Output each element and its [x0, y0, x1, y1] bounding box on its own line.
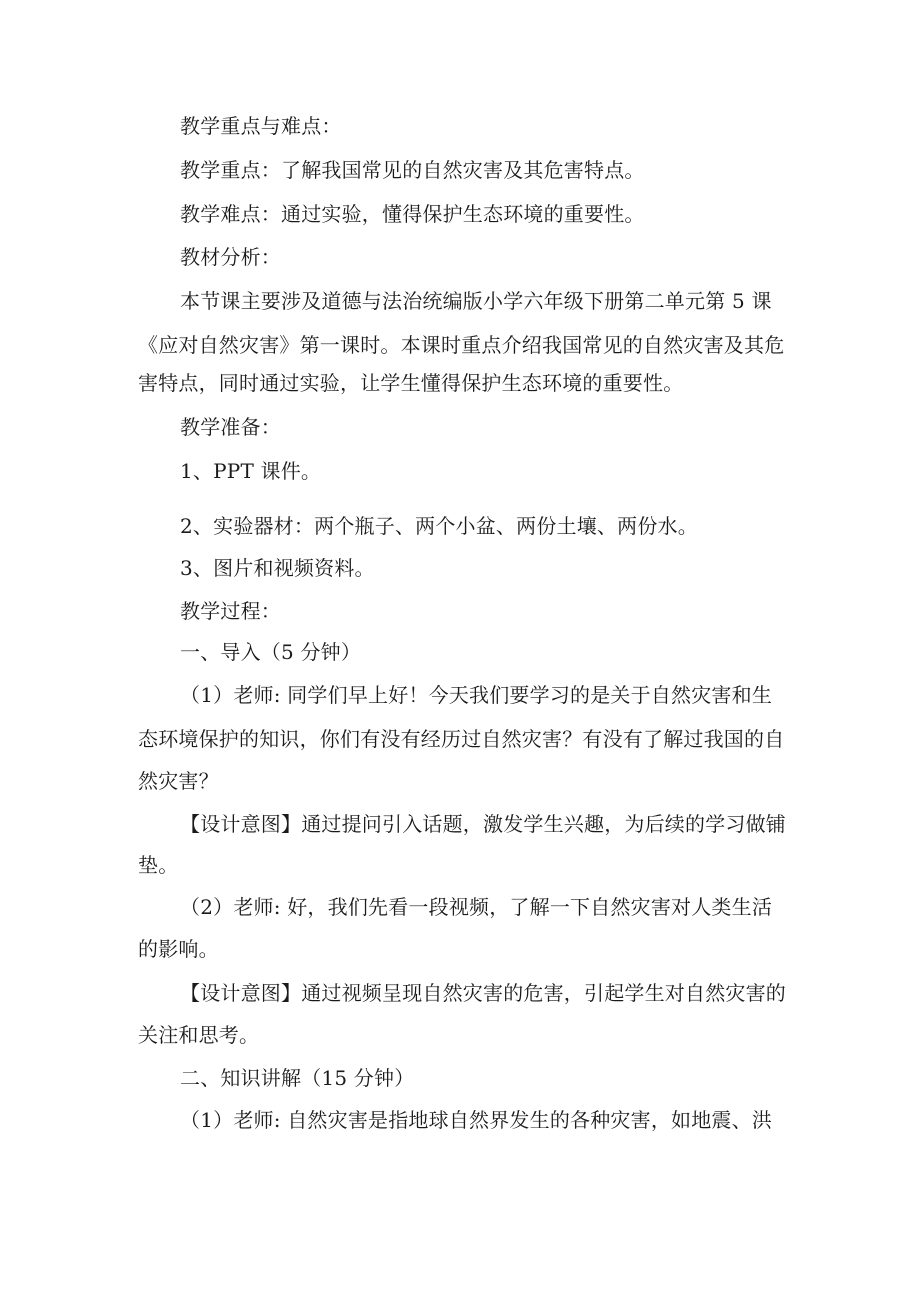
design-intent-line: 【设计意图】通过视频呈现自然灾害的危害，引起学生对自然灾害的	[180, 981, 786, 1005]
paragraph-line: 关注和思考。	[138, 1023, 260, 1047]
design-intent-line: 【设计意图】通过提问引入话题，激发学生兴趣，为后续的学习做铺	[180, 812, 786, 836]
paragraph-line: 《应对自然灾害》第一课时。本课时重点介绍我国常见的自然灾害及其危	[138, 333, 785, 357]
heading-key-points: 教学重点与难点：	[180, 114, 342, 138]
heading-teaching-process: 教学过程：	[180, 599, 281, 623]
key-point: 教学重点：了解我国常见的自然灾害及其危害特点。	[180, 158, 645, 182]
section-heading: 一、导入（5 分钟）	[180, 640, 362, 664]
section-heading: 二、知识讲解（15 分钟）	[180, 1066, 415, 1090]
paragraph-line: 然灾害？	[138, 769, 219, 793]
paragraph-line: 态环境保护的知识，你们有没有经历过自然灾害？有没有了解过我国的自	[138, 727, 785, 751]
list-item: 1、PPT 课件。	[180, 459, 322, 483]
list-item: 2、实验器材：两个瓶子、两个小盆、两份土壤、两份水。	[180, 514, 698, 538]
list-item: 3、图片和视频资料。	[180, 556, 375, 580]
heading-preparation: 教学准备：	[180, 415, 281, 439]
paragraph-line: 本节课主要涉及道德与法治统编版小学六年级下册第二单元第 5 课	[180, 289, 772, 313]
paragraph-line: （1）老师: 同学们早上好！今天我们要学习的是关于自然灾害和生	[180, 683, 773, 707]
difficult-point: 教学难点：通过实验，懂得保护生态环境的重要性。	[180, 202, 645, 226]
paragraph-line: （2）老师: 好，我们先看一段视频，了解一下自然灾害对人类生活	[180, 895, 773, 919]
paragraph-line: 的影响。	[138, 937, 219, 961]
paragraph-line: 垫。	[138, 853, 179, 877]
paragraph-line: （1）老师: 自然灾害是指地球自然界发生的各种灾害，如地震、洪	[180, 1108, 773, 1132]
paragraph-line: 害特点，同时通过实验，让学生懂得保护生态环境的重要性。	[138, 371, 684, 395]
heading-material-analysis: 教材分析：	[180, 245, 281, 269]
